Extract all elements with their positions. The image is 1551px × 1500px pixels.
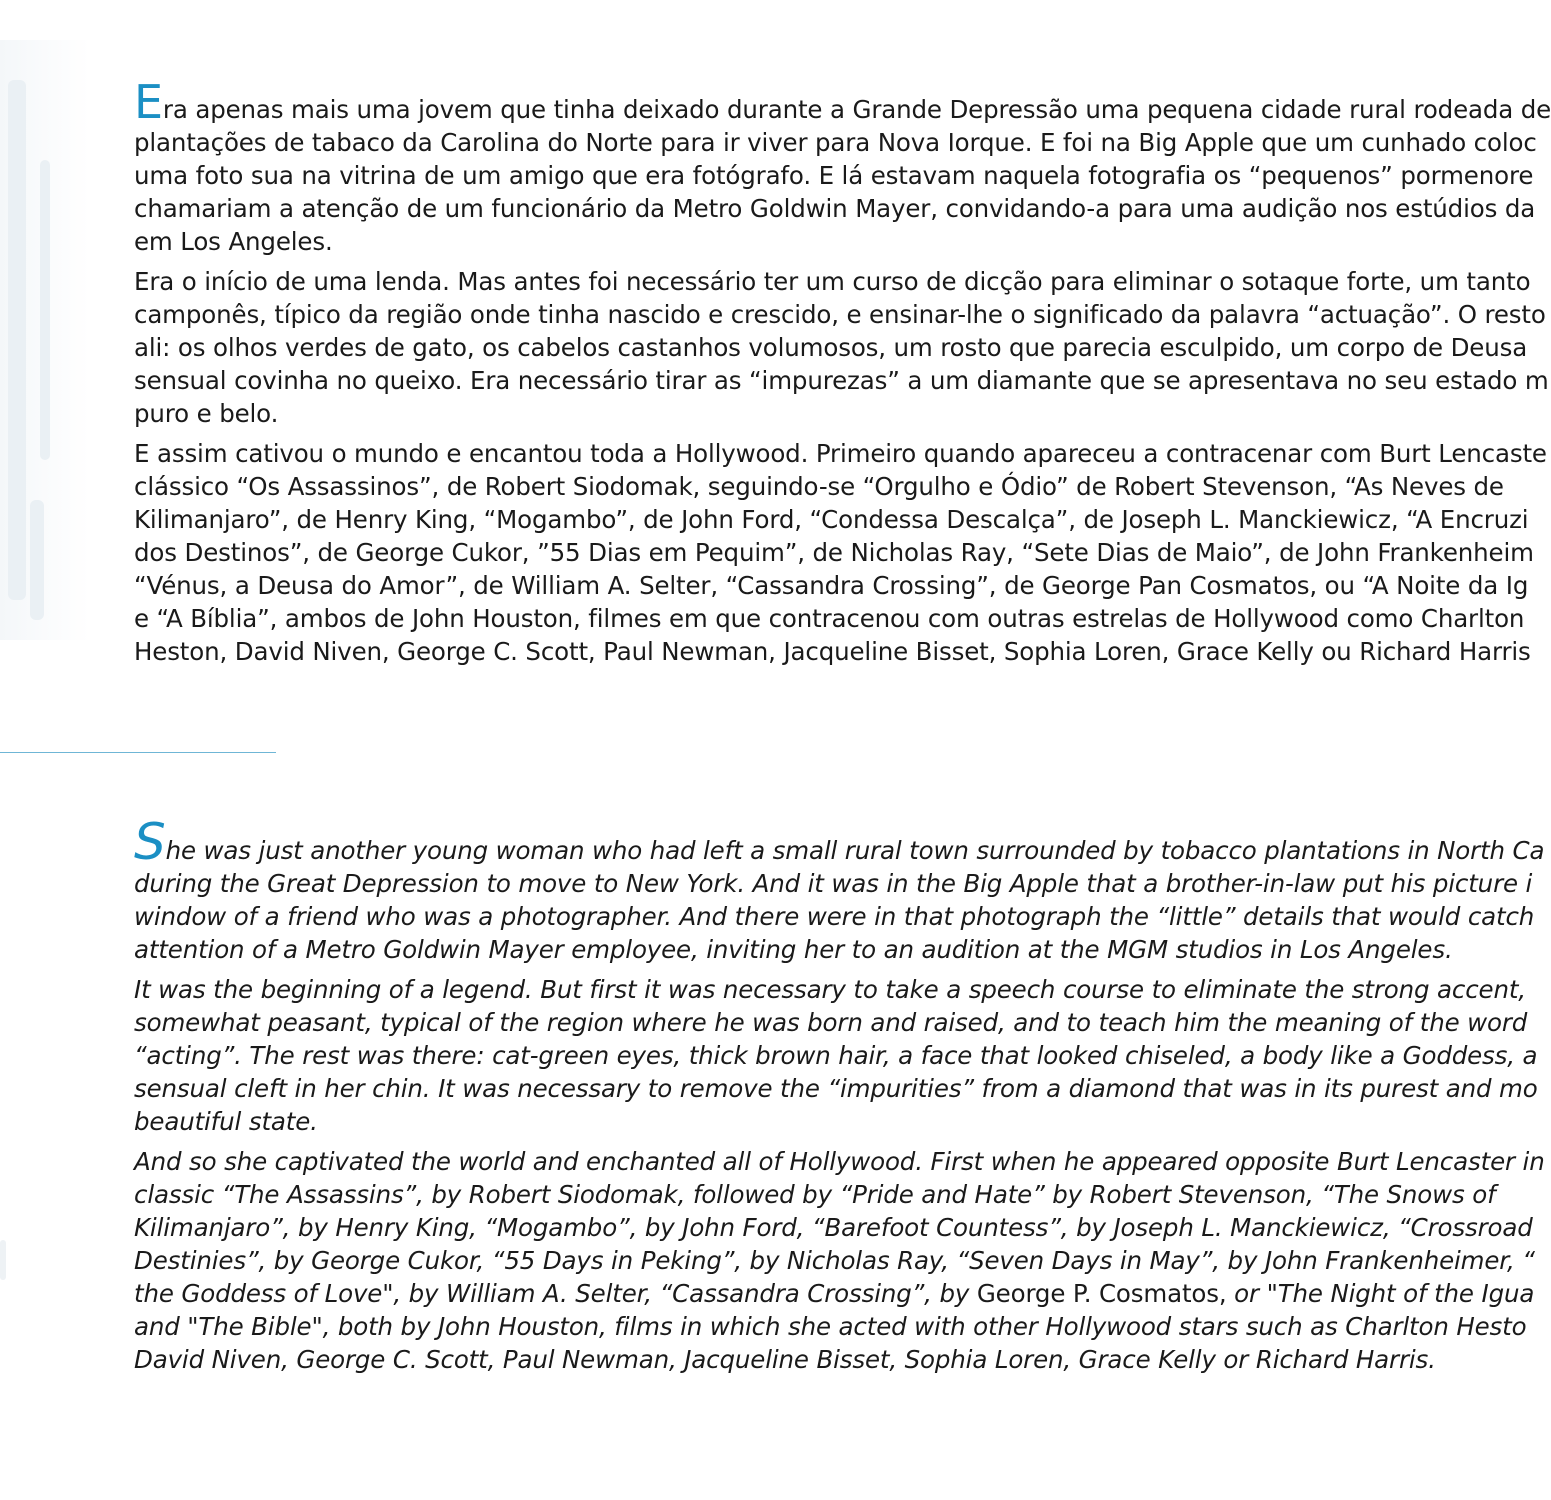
text-line-content: the Goddess of Love", by William A. Selter, “Cassandra Crossing”, by <box>134 1279 970 1308</box>
english-text-section <box>134 813 1545 1406</box>
text-line: Destinies”, by George Cukor, “55 Days in Peking”, by Nicholas Ray, “Seven Days in May”, by John Frankenheimer, “ <box>134 1246 1535 1275</box>
upright-text: George P. Cosmatos, <box>976 1279 1227 1308</box>
text-line: camponês, típico da região onde tinha nascido e crescido, e ensinar-lhe o significado da palavra “actuação”. O resto <box>134 300 1546 329</box>
pt-paragraph-2 <box>134 265 1549 430</box>
text-line: uma foto sua na vitrina de um amigo que era fotógrafo. E lá estavam naquela fotografia os “pequenos” pormenore <box>134 161 1534 190</box>
decorative-stroke <box>40 160 50 460</box>
text-line: sensual covinha no queixo. Era necessário tirar as “impurezas” a um diamante que se apresentava no seu estado m <box>134 366 1549 395</box>
text-line: Heston, David Niven, George C. Scott, Paul Newman, Jacqueline Bisset, Sophia Loren, Grace Kelly ou Richard Harris <box>134 637 1531 666</box>
en-paragraph-3 <box>134 1145 1545 1376</box>
decorative-stroke <box>8 80 26 600</box>
text-line <box>134 813 1545 871</box>
text-line: em Los Angeles. <box>134 227 333 256</box>
text-line: E assim cativou o mundo e encantou toda a Hollywood. Primeiro quando apareceu a contracenar com Burt Lencaste <box>134 439 1547 468</box>
text-line: during the Great Depression to move to New York. And it was in the Big Apple that a brother-in-law put his picture i <box>134 869 1533 898</box>
text-line: chamariam a atenção de um funcionário da Metro Goldwin Mayer, convidando-a para uma audição nos estúdios da <box>134 194 1536 223</box>
drop-cap: S <box>134 813 166 871</box>
en-paragraph-1 <box>134 813 1545 966</box>
pt-paragraph-3 <box>134 437 1547 668</box>
text-line: e “A Bíblia”, ambos de John Houston, filmes em que contracenou com outras estrelas de Hollywood como Charlton <box>134 604 1525 633</box>
text-line: attention of a Metro Goldwin Mayer employee, inviting her to an audition at the MGM studios in Los Angeles. <box>134 935 1453 964</box>
text-line <box>134 75 1551 129</box>
text-line: classic “The Assassins”, by Robert Siodomak, followed by “Pride and Hate” by Robert Stevenson, “The Snows of <box>134 1180 1496 1209</box>
en-paragraph-2 <box>134 973 1538 1138</box>
text-line: plantações de tabaco da Carolina do Norte para ir viver para Nova Iorque. E foi na Big Apple que um cunhado coloc <box>134 128 1537 157</box>
decorative-stroke <box>30 500 44 620</box>
decorative-background-strip <box>0 40 90 640</box>
drop-cap: E <box>134 75 163 129</box>
pt-paragraph-1 <box>134 75 1551 258</box>
text-line-content: ra apenas mais uma jovem que tinha deixado durante a Grande Depressão uma pequena cidade rural rodeada de <box>162 95 1551 124</box>
text-line: and "The Bible", both by John Houston, films in which she acted with other Hollywood stars such as Charlton Hesto <box>134 1312 1527 1341</box>
text-line: puro e belo. <box>134 399 279 428</box>
decorative-mark <box>0 1240 6 1280</box>
section-divider <box>0 752 276 753</box>
text-line: Kilimanjaro”, de Henry King, “Mogambo”, de John Ford, “Condessa Descalça”, de Joseph L. Manckiewicz, “A Encruzi <box>134 505 1529 534</box>
text-line: David Niven, George C. Scott, Paul Newman, Jacqueline Bisset, Sophia Loren, Grace Kelly or Richard Harris. <box>134 1345 1436 1374</box>
text-line: “acting”. The rest was there: cat-green eyes, thick brown hair, a face that looked chiseled, a body like a Goddess, a <box>134 1041 1538 1070</box>
text-line: window of a friend who was a photographer. And there were in that photograph the “little” details that would catch <box>134 902 1535 931</box>
text-line-tail: or "The Night of the Igua <box>1226 1279 1535 1308</box>
text-line: Era o início de uma lenda. Mas antes foi necessário ter um curso de dicção para eliminar o sotaque forte, um tanto <box>134 267 1531 296</box>
text-line: sensual cleft in her chin. It was necessary to remove the “impurities” from a diamond that was in its purest and mo <box>134 1074 1538 1103</box>
text-line: Kilimanjaro”, by Henry King, “Mogambo”, by John Ford, “Barefoot Countess”, by Joseph L. Manckiewicz, “Crossroad <box>134 1213 1533 1242</box>
text-line: beautiful state. <box>134 1107 318 1136</box>
text-line-content: he was just another young woman who had left a small rural town surrounded by tobacco plantations in North Ca <box>165 836 1545 865</box>
portuguese-text-section <box>134 75 1551 686</box>
text-line: clássico “Os Assassinos”, de Robert Siodomak, seguindo-se “Orgulho e Ódio” de Robert Stevenson, “As Neves de <box>134 472 1504 501</box>
text-line: It was the beginning of a legend. But first it was necessary to take a speech course to eliminate the strong accent, <box>134 975 1526 1004</box>
text-line: And so she captivated the world and enchanted all of Hollywood. First when he appeared opposite Burt Lencaster in <box>134 1147 1545 1176</box>
text-line <box>134 1277 1535 1310</box>
text-line: ali: os olhos verdes de gato, os cabelos castanhos volumosos, um rosto que parecia esculpido, um corpo de Deusa <box>134 333 1528 362</box>
text-line: “Vénus, a Deusa do Amor”, de William A. Selter, “Cassandra Crossing”, de George Pan Cosmatos, ou “A Noite da Ig <box>134 571 1529 600</box>
text-line: somewhat peasant, typical of the region where he was born and raised, and to teach him the meaning of the word <box>134 1008 1528 1037</box>
text-line: dos Destinos”, de George Cukor, ”55 Dias em Pequim”, de Nicholas Ray, “Sete Dias de Maio”, de John Frankenheim <box>134 538 1534 567</box>
